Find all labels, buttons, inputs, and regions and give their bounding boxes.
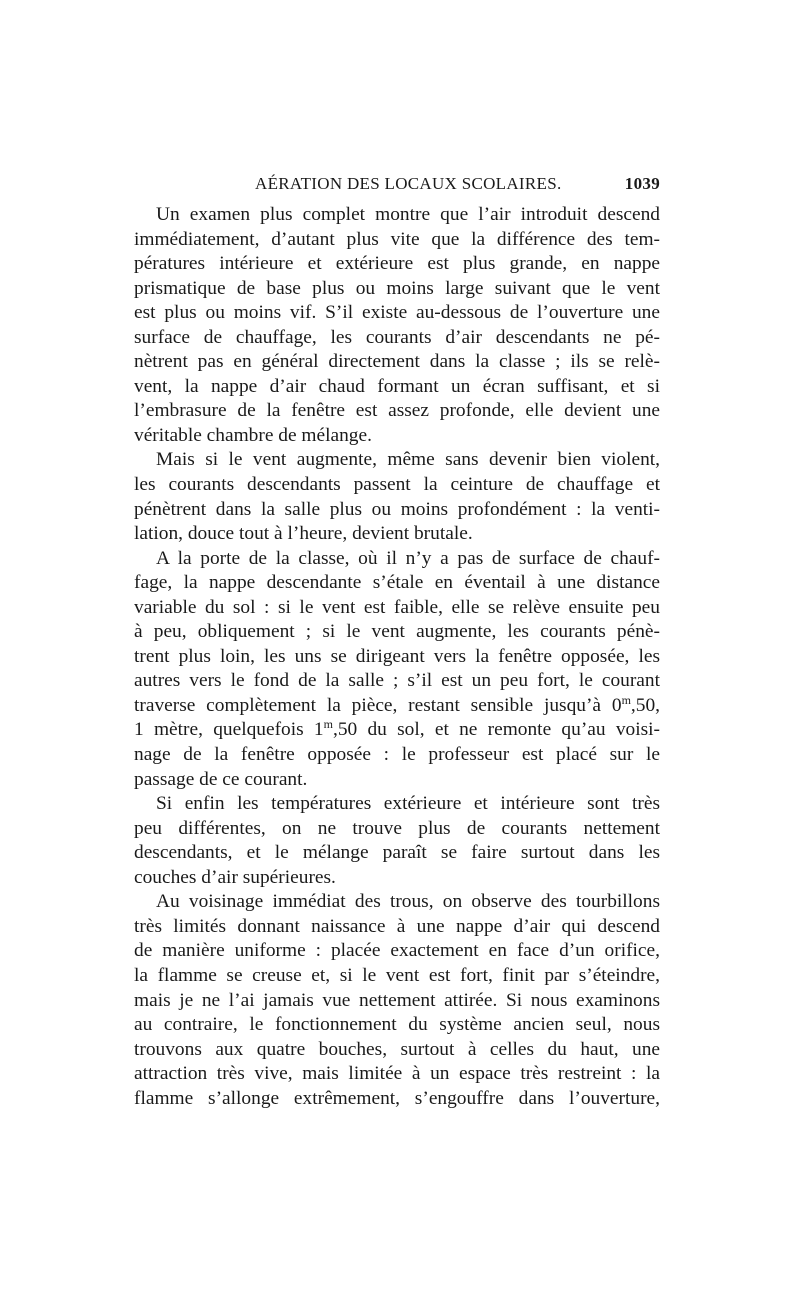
text-line: 1 mètre, quelquefois 1$^m$,50 du sol, et ne remonte qu’au voisi-: [134, 717, 660, 741]
text-line: l’embrasure de la fenêtre est assez profonde, elle devient une: [134, 400, 660, 422]
running-title: AÉRATION DES LOCAUX SCOLAIRES.: [255, 174, 562, 193]
running-head: [134, 174, 660, 198]
text-line: variable du sol : si le vent est faible, elle se relève ensuite peu: [134, 596, 660, 618]
paragraph-1: [134, 203, 660, 448]
text-line: vent, la nappe d’air chaud formant un écran suffisant, et si: [134, 375, 660, 397]
text-line: mais je ne l’ai jamais vue nettement attirée. Si nous examinons: [134, 989, 660, 1011]
text-line: très limités donnant naissance à une nappe d’air qui descend: [134, 915, 660, 937]
text-line: passage de ce courant.: [134, 768, 308, 790]
text-line: fage, la nappe descendante s’étale en éventail à une distance: [134, 572, 660, 594]
text-line: couches d’air supérieures.: [134, 866, 336, 888]
text-line: pératures intérieure et extérieure est plus grande, en nappe: [134, 253, 660, 275]
paragraph-2: [134, 448, 660, 546]
text-line: trouvons aux quatre bouches, surtout à celles du haut, une: [134, 1038, 660, 1060]
text-line: peu différentes, on ne trouve plus de courants nettement: [134, 817, 660, 839]
paragraph-5: [134, 890, 660, 1111]
unit-superscript: m: [323, 717, 333, 732]
text-line: la flamme se creuse et, si le vent est fort, finit par s’éteindre,: [134, 964, 660, 986]
text-line: immédiatement, d’autant plus vite que la différence des tem-: [134, 228, 660, 250]
text-line: descendants, et le mélange paraît se faire surtout dans les: [134, 842, 660, 864]
page-number: 1039: [624, 174, 660, 193]
text-line: prismatique de base plus ou moins large suivant que le vent: [134, 277, 660, 299]
text-line: les courants descendants passent la ceinture de chauffage et: [134, 474, 660, 496]
text-line: flamme s’allonge extrêmement, s’engouffre dans l’ouverture,: [134, 1087, 660, 1109]
body-text: [134, 203, 660, 1111]
text-line: pénètrent dans la salle plus ou moins profondément : la venti-: [134, 498, 660, 520]
text-line: à peu, obliquement ; si le vent augmente, les courants pénè-: [134, 621, 660, 643]
text-line: A la porte de la classe, où il n’y a pas de surface de chauf-: [156, 547, 660, 569]
paragraph-4: [134, 792, 660, 890]
text-line: trent plus loin, les uns se dirigeant vers la fenêtre opposée, les: [134, 645, 660, 667]
text-line: autres vers le fond de la salle ; s’il est un peu fort, le courant: [134, 670, 660, 692]
text-line: est plus ou moins vif. S’il existe au-dessous de l’ouverture une: [134, 302, 660, 324]
text-line: nage de la fenêtre opposée : le professeur est placé sur le: [134, 744, 660, 766]
text-line: Un examen plus complet montre que l’air introduit descend: [156, 204, 660, 225]
text-line: Mais si le vent augmente, même sans devenir bien violent,: [156, 449, 660, 471]
text-line: Au voisinage immédiat des trous, on observe des tourbillons: [156, 891, 660, 913]
text-line: attraction très vive, mais limitée à un espace très restreint : la: [134, 1063, 660, 1085]
text-line: véritable chambre de mélange.: [134, 424, 372, 446]
text-line: traverse complètement la pièce, restant sensible jusqu’à 0$^m$,50,: [134, 692, 660, 716]
text-line: surface de chauffage, les courants d’air descendants ne pé-: [134, 326, 660, 348]
text-line: Si enfin les températures extérieure et intérieure sont très: [156, 793, 660, 815]
text-line: nètrent pas en général directement dans la classe ; ils se relè-: [134, 351, 660, 373]
text-line: de manière uniforme : placée exactement en face d’un orifice,: [134, 940, 660, 962]
text-line: au contraire, le fonctionnement du système ancien seul, nous: [134, 1014, 660, 1036]
paragraph-3: [134, 547, 660, 792]
unit-superscript: m: [621, 692, 631, 707]
text-line: lation, douce tout à l’heure, devient brutale.: [134, 523, 473, 545]
